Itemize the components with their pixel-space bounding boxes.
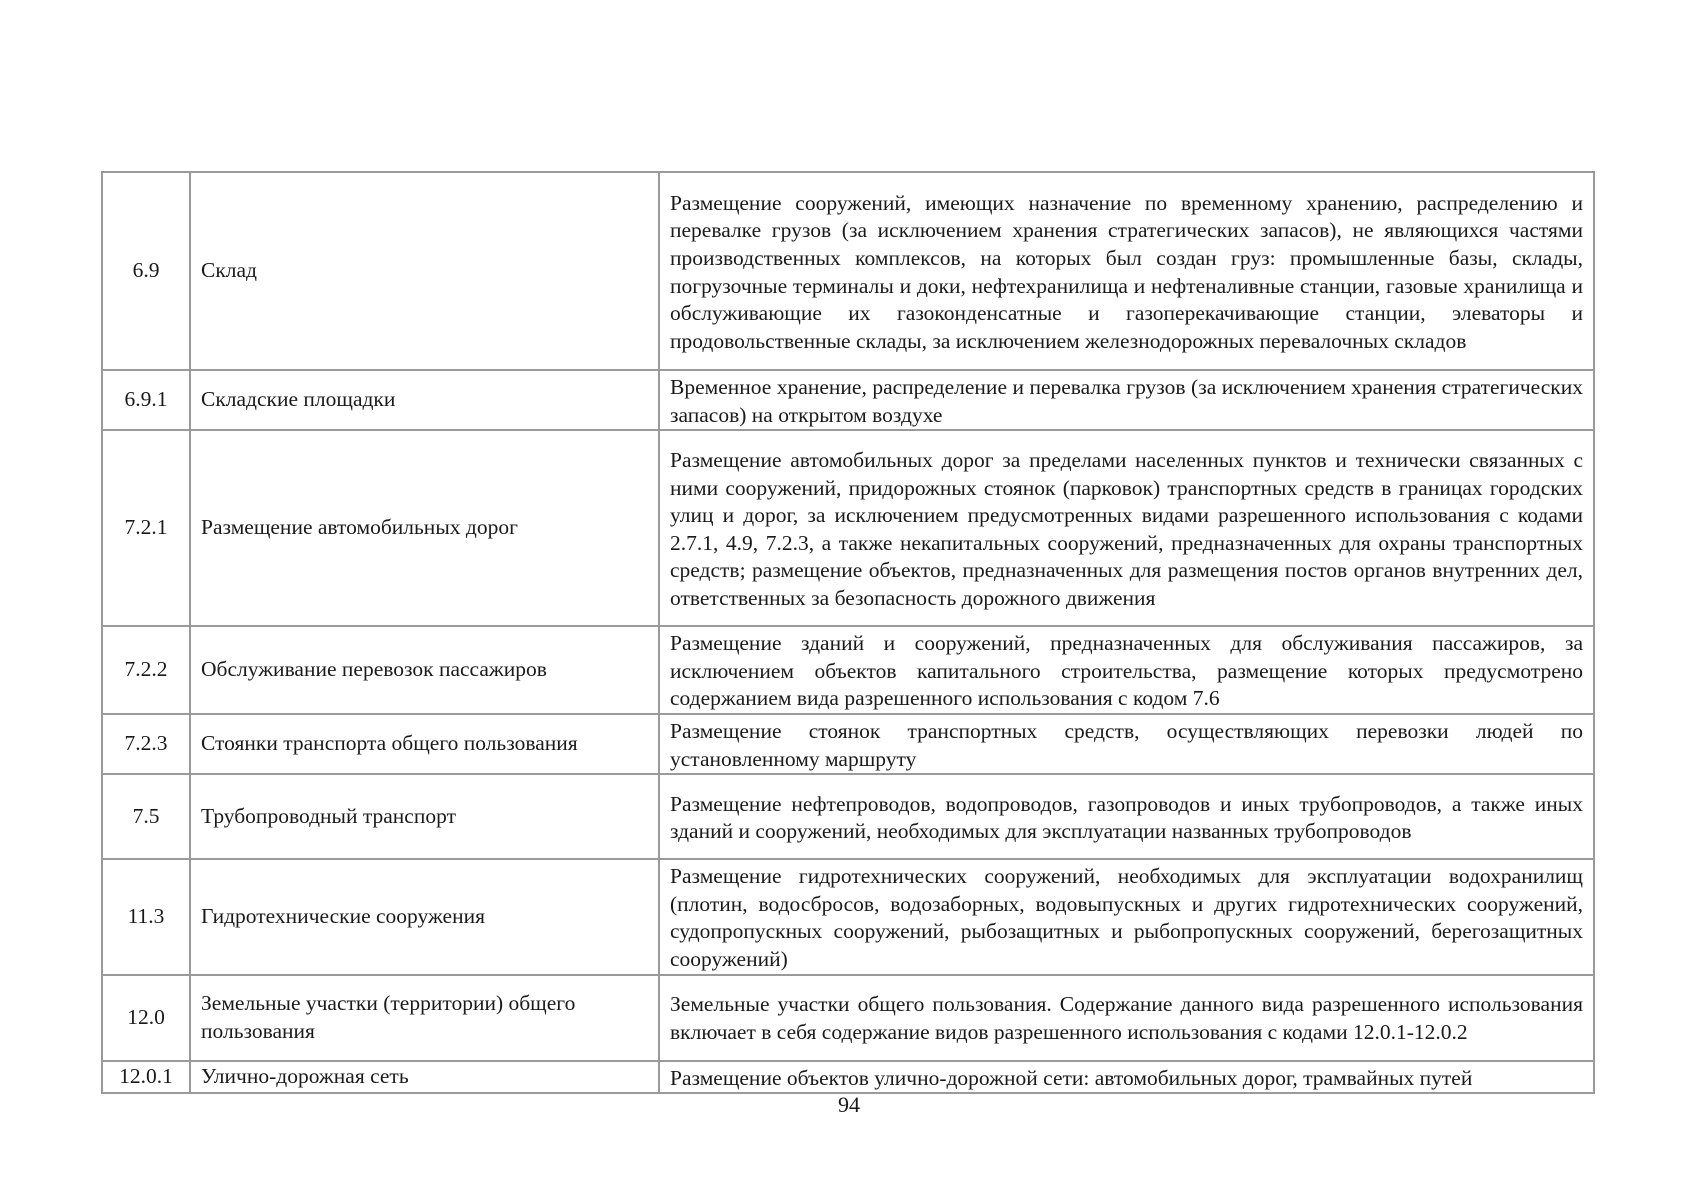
row-code: 6.9 bbox=[102, 172, 190, 370]
row-description: Размещение гидротехнических сооружений, необходимых для эксплуатации водохранилищ (плотин, водосбросов, водозаборных, водовыпускных и других гидротехнических сооружений, судопропускных сооружений, рыбозащитных и рыбопропускных сооружений, берегозащитных сооружений) bbox=[659, 859, 1594, 974]
row-code: 7.2.3 bbox=[102, 714, 190, 774]
row-code: 12.0.1 bbox=[102, 1061, 190, 1094]
row-name: Складские площадки bbox=[190, 370, 659, 430]
row-name: Склад bbox=[190, 172, 659, 370]
page-number: 94 bbox=[838, 1092, 860, 1117]
row-code: 7.5 bbox=[102, 774, 190, 859]
table-row bbox=[102, 172, 1594, 370]
table-row bbox=[102, 975, 1594, 1061]
table-row bbox=[102, 1061, 1594, 1094]
row-code: 7.2.2 bbox=[102, 626, 190, 714]
table-row bbox=[102, 859, 1594, 974]
row-description: Размещение сооружений, имеющих назначение по временному хранению, распределению и перевалке грузов (за исключением хранения стратегических запасов), не являющихся частями производственных комплексов, на которых был создан груз: промышленные базы, склады, погрузочные терминалы и доки, нефтехранилища и нефтеналивные станции, газовые хранилища и обслуживающие их газоконденсатные и газоперекачивающие станции, элеваторы и продовольственные склады, за исключением железнодорожных перевалочных складов bbox=[659, 172, 1594, 370]
table-row bbox=[102, 626, 1594, 714]
row-code: 11.3 bbox=[102, 859, 190, 974]
table-row bbox=[102, 774, 1594, 859]
row-description: Временное хранение, распределение и перевалка грузов (за исключением хранения стратегических запасов) на открытом воздухе bbox=[659, 370, 1594, 430]
row-description: Размещение стоянок транспортных средств, осуществляющих перевозки людей по установленному маршруту bbox=[659, 714, 1594, 774]
row-description: Размещение автомобильных дорог за пределами населенных пунктов и технически связанных с ними сооружений, придорожных стоянок (парковок) транспортных средств в границах городских улиц и дорог, за исключением предусмотренных видами разрешенного использования с кодами 2.7.1, 4.9, 7.2.3, а также некапитальных сооружений, предназначенных для охраны транспортных средств; размещение объектов, предназначенных для размещения постов органов внутренних дел, ответственных за безопасность дорожного движения bbox=[659, 430, 1594, 626]
row-description: Земельные участки общего пользования. Содержание данного вида разрешенного использования включает в себя содержание видов разрешенного использования с кодами 12.0.1-12.0.2 bbox=[659, 975, 1594, 1061]
table-row bbox=[102, 714, 1594, 774]
row-name: Улично-дорожная сеть bbox=[190, 1061, 659, 1094]
row-description: Размещение объектов улично-дорожной сети: автомобильных дорог, трамвайных путей bbox=[659, 1061, 1594, 1094]
row-description: Размещение зданий и сооружений, предназначенных для обслуживания пассажиров, за исключением объектов капитального строительства, размещение которых предусмотрено содержанием вида разрешенного использования с кодом 7.6 bbox=[659, 626, 1594, 714]
row-description: Размещение нефтепроводов, водопроводов, газопроводов и иных трубопроводов, а также иных зданий и сооружений, необходимых для эксплуатации названных трубопроводов bbox=[659, 774, 1594, 859]
table-row bbox=[102, 370, 1594, 430]
row-name: Обслуживание перевозок пассажиров bbox=[190, 626, 659, 714]
row-name: Трубопроводный транспорт bbox=[190, 774, 659, 859]
row-code: 12.0 bbox=[102, 975, 190, 1061]
row-code: 6.9.1 bbox=[102, 370, 190, 430]
row-name: Стоянки транспорта общего пользования bbox=[190, 714, 659, 774]
row-name: Земельные участки (территории) общего пользования bbox=[190, 975, 659, 1061]
row-code: 7.2.1 bbox=[102, 430, 190, 626]
land-use-table bbox=[101, 171, 1595, 1094]
row-name: Размещение автомобильных дорог bbox=[190, 430, 659, 626]
table-row bbox=[102, 430, 1594, 626]
row-name: Гидротехнические сооружения bbox=[190, 859, 659, 974]
